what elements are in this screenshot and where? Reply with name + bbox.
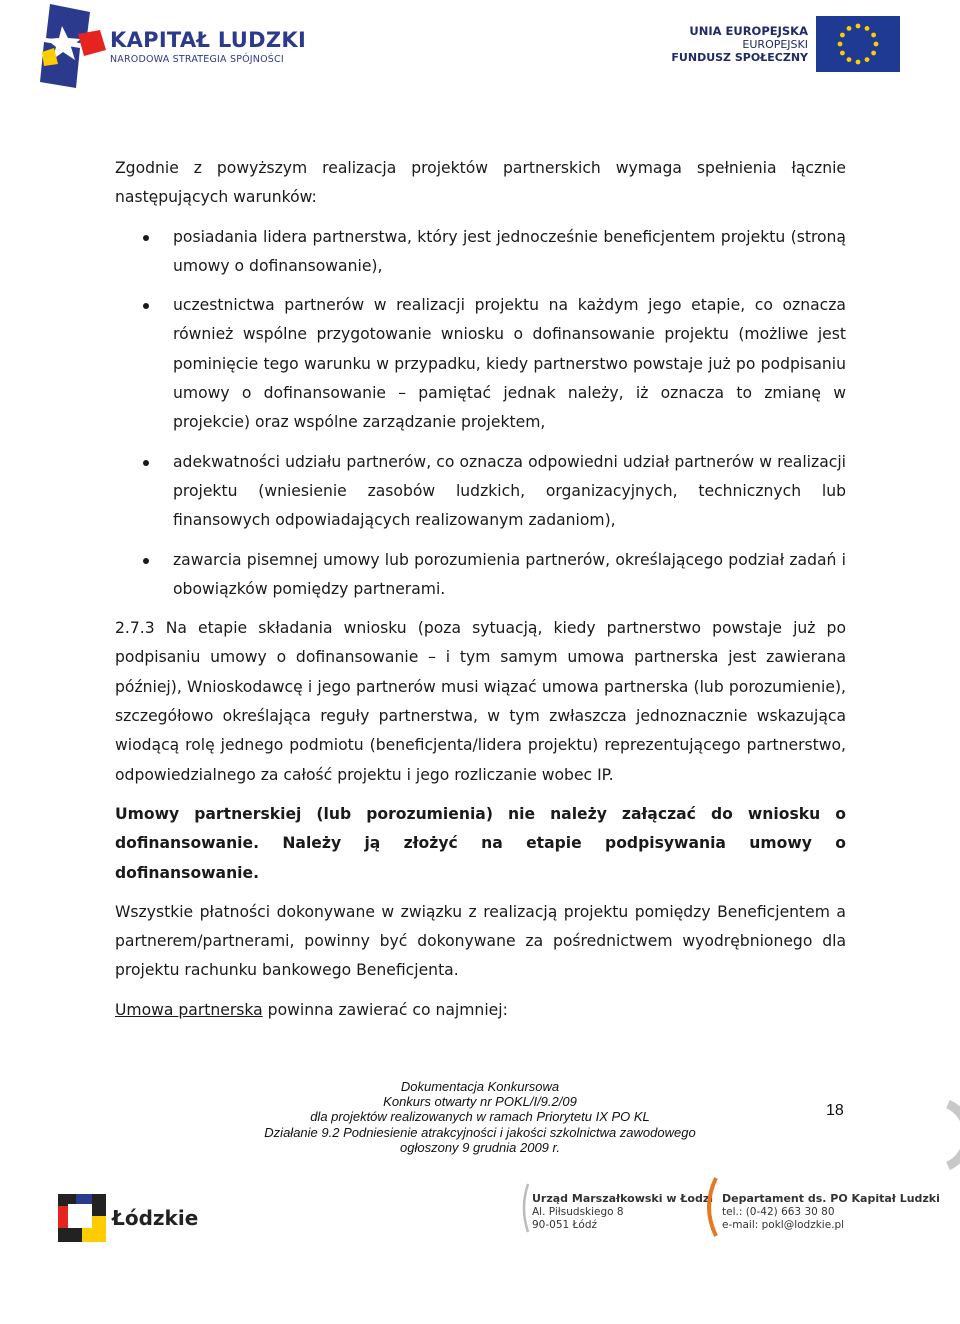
bold-notice-paragraph: Umowy partnerskiej (lub porozumienia) nie należy załączać do wniosku o dofinansowanie. Należy ją złożyć na etapie podpisywania umowy o dofinansowanie. xyxy=(115,804,846,882)
list-item-text: adekwatności udziału partnerów, co oznacza odpowiedni udział partnerów w realizacji projektu (wniesienie zasobów ludzkich, organizacyjnych, technicznych lub finansowych odpowiadających realizowanym zadaniom), xyxy=(173,452,846,530)
lodzkie-logo xyxy=(58,1194,208,1244)
kapital-ludzki-subtitle: NARODOWA STRATEGIA SPÓJNOŚCI xyxy=(110,54,284,65)
partnership-agreement-paragraph xyxy=(115,996,846,1025)
eu-flag-icon xyxy=(816,16,900,72)
lodzkie-wordmark: Łódzkie xyxy=(112,1206,199,1230)
list-item-text: zawarcia pisemnej umowy lub porozumienia partnerów, określającego podział zadań i obowiązków pomiędzy partnerami. xyxy=(173,550,846,598)
bullet-icon xyxy=(143,235,149,241)
list-item xyxy=(115,291,846,437)
office-street: Al. Piłsudskiego 8 xyxy=(532,1205,624,1218)
department-info xyxy=(700,1176,940,1240)
kapital-ludzki-emblem-icon xyxy=(40,4,106,88)
eu-logo-line1: UNIA EUROPEJSKA xyxy=(689,24,808,38)
marshal-office-info xyxy=(520,1180,720,1240)
list-item-text: posiadania lidera partnerstwa, który jest jednocześnie beneficjentem projektu (stroną umowy o dofinansowanie), xyxy=(173,227,846,275)
eu-logo-line3: FUNDUSZ SPOŁECZNY xyxy=(671,51,808,64)
bullet-icon xyxy=(143,558,149,564)
kapital-ludzki-title: KAPITAŁ LUDZKI xyxy=(110,28,307,52)
footer-line: Działanie 9.2 Podniesienie atrakcyjności i jakości szkolnictwa zawodowego xyxy=(264,1124,696,1140)
department-name: Departament ds. PO Kapitał Ludzki xyxy=(722,1192,940,1205)
separator-arc-icon xyxy=(520,1182,530,1234)
list-item xyxy=(115,223,846,282)
list-item-text: uczestnictwa partnerów w realizacji projektu na każdym jego etapie, co oznacza również wspólne przygotowanie wniosku o dofinansowanie projektu (możliwe jest pominięcie tego warunku w przypadku, kiedy partnerstwo powstaje już po podpisaniu umowy o dofinansowanie – pamiętać jednak należy, iż oznacza to zmianę w projekcie) oraz wspólne zarządzanie projektem, xyxy=(173,296,846,432)
bullet-icon xyxy=(143,460,149,466)
bullet-icon xyxy=(143,303,149,309)
page-number: 18 xyxy=(826,1102,844,1119)
eu-logo-line2: EUROPEJSKI xyxy=(742,38,808,51)
document-body xyxy=(115,154,846,1025)
intro-paragraph: Zgodnie z powyższym realizacja projektów partnerskich wymaga spełnienia łącznie następujących warunków: xyxy=(115,159,846,207)
payments-paragraph: Wszystkie płatności dokonywane w związku z realizacją projektu pomiędzy Beneficjentem a partnerem/partnerami, powinny być dokonywane za pośrednictwem wyodrębnionego dla projektu rachunku bankowego Beneficjenta. xyxy=(115,902,846,980)
lodzkie-emblem-icon xyxy=(58,1194,106,1242)
footer-line: ogłoszony 9 grudnia 2009 r. xyxy=(400,1139,560,1155)
partnership-agreement-rest: powinna zawierać co najmniej: xyxy=(262,1000,508,1019)
department-email: e-mail: pokl@lodzkie.pl xyxy=(722,1219,845,1231)
kapital-ludzki-logo xyxy=(40,4,307,88)
list-item xyxy=(115,546,846,605)
decorative-arc-icon xyxy=(908,1100,960,1170)
footer-line: dla projektów realizowanych w ramach Priorytetu IX PO KL xyxy=(310,1109,650,1125)
partnership-agreement-link: Umowa partnerska xyxy=(115,1000,263,1019)
eu-logo xyxy=(580,16,900,72)
footer-line: Konkurs otwarty nr POKL/I/9.2/09 xyxy=(383,1094,577,1110)
section-2-7-3-paragraph: 2.7.3 Na etapie składania wniosku (poza sytuacją, kiedy partnerstwo powstaje już po podpisaniu umowy o dofinansowanie – i tym samym umowa partnerska jest zawierana później), Wnioskodawcę i jego partnerów musi wiązać umowa partnerska (lub porozumienie), szczegółowo określająca reguły partnerstwa, w tym zwłaszcza jednoznacznie wskazująca wiodącą rolę jednego podmiotu (beneficjenta/lidera projektu) reprezentującego partnerstwo, odpowiedzialnego za całość projektu i jego rozliczanie wobec IP. xyxy=(115,619,846,784)
conditions-list xyxy=(115,223,846,605)
office-name: Urząd Marszałkowski w Łodzi xyxy=(532,1192,713,1205)
footer-document-info xyxy=(250,1079,710,1155)
office-city: 90-051 Łódź xyxy=(532,1219,598,1231)
separator-arc-icon xyxy=(700,1176,720,1238)
list-item xyxy=(115,448,846,536)
department-phone: tel.: (0-42) 663 30 80 xyxy=(722,1205,835,1218)
footer-line: Dokumentacja Konkursowa xyxy=(400,1079,560,1094)
